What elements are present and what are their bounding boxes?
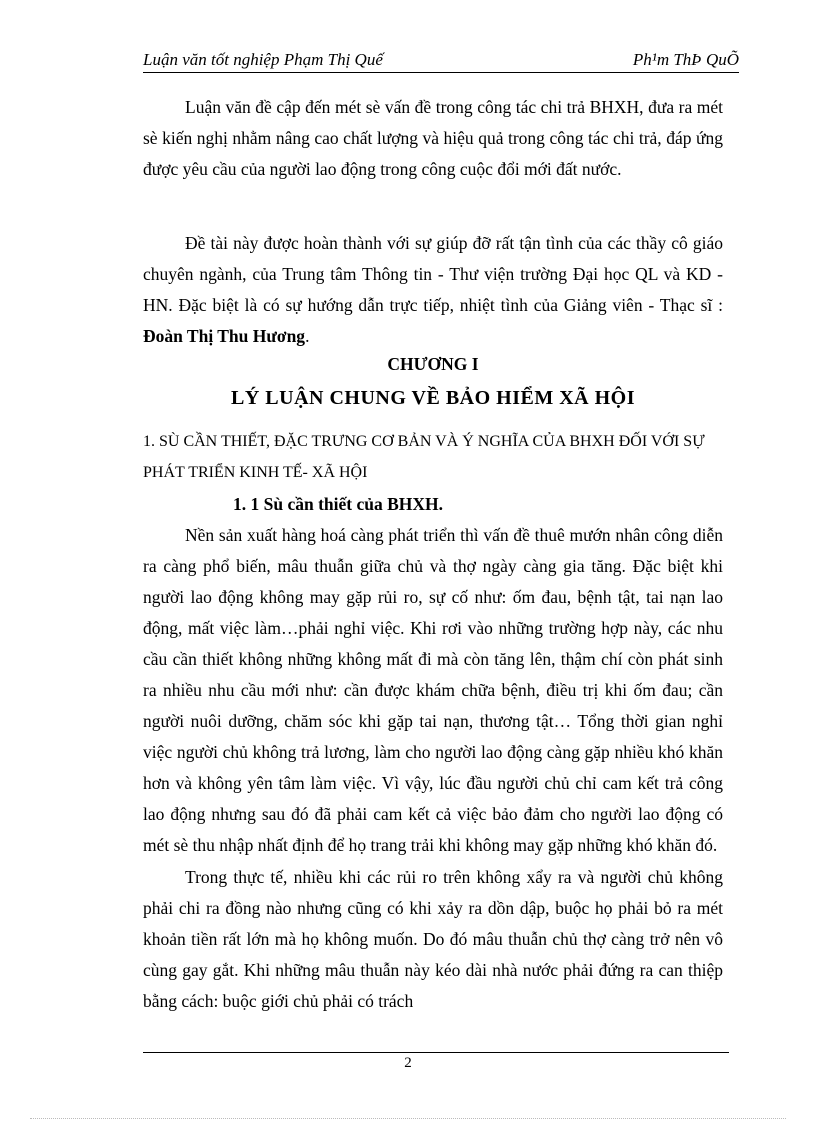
intro-paragraph-2-end: . xyxy=(305,326,310,346)
subsection-heading: 1. 1 Sù cần thiết của BHXH. xyxy=(233,494,444,514)
body-paragraph-1: Nền sản xuất hàng hoá càng phát triển thì vấn đề thuê mướn nhân công diễn ra càng phổ biến, mâu thuẫn giữa chủ và thợ ngày càng gia tăng. Đặc biệt khi người lao động không may gặp rủi ro, sự cố như: ốm đau, bệnh tật, tai nạn lao động, mất việc làm…phải nghỉ việc. Khi rơi vào những trường hợp này, các nhu cầu cần thiết không những không mất đi mà còn tăng lên, thậm chí còn phát sinh ra nhiều nhu cầu mới như: cần được khám chữa bệnh, điều trị khi ốm đau; cần người nuôi dưỡng, chăm sóc khi gặp tai nạn, thương tật… Tổng thời gian nghỉ việc người chủ không trả lương, làm cho người lao động càng gặp nhiều khó khăn hơn và không yên tâm làm việc. Vì vậy, lúc đầu người chủ chỉ cam kết trả công lao động nhưng sau đó đã phải cam kết cả việc bảo đảm cho người lao động có mét sè thu nhập nhất định để họ trang trải khi không may gặp những khó khăn đó. xyxy=(143,525,723,855)
page-number: 2 xyxy=(404,1055,412,1071)
intro-paragraph-1: Luận văn đề cập đến mét sè vấn đề trong công tác chi trả BHXH, đưa ra mét sè kiến nghị nhằm nâng cao chất lượng và hiệu quả trong công tác chi trả, đáp ứng được yêu cầu của người lao động trong công cuộc đổi mới đất nước. xyxy=(143,97,723,179)
intro-paragraph-2 xyxy=(143,228,723,352)
page-bottom-border xyxy=(30,1118,786,1119)
header-left-text: Luận văn tốt nghiệp Phạm Thị Quế xyxy=(143,50,383,69)
chapter-label: CHƯƠNG I xyxy=(387,354,479,374)
section-heading: 1. SÙ CẦN THIẾT, ĐẶC TRƯNG CƠ BẢN VÀ Ý NGHĨA CỦA BHXH ĐỐI VỚI SỰ PHÁT TRIỂN KINH TẾ- XÃ HỘI xyxy=(143,433,705,481)
footer-divider xyxy=(143,1052,729,1053)
intro-paragraph-2-text: Đề tài này được hoàn thành với sự giúp đỡ rất tận tình của các thầy cô giáo chuyên ngành, của Trung tâm Thông tin - Thư viện trường Đại học QL và KD - HN. Đặc biệt là có sự hướng dẫn trực tiếp, nhiệt tình của Giảng viên - Thạc sĩ : xyxy=(143,233,723,315)
chapter-title: LÝ LUẬN CHUNG VỀ BẢO HIỂM XÃ HỘI xyxy=(231,387,635,409)
advisor-name: Đoàn Thị Thu Hương xyxy=(143,326,306,346)
header-right-text: Ph¹m ThÞ QuÕ xyxy=(632,50,739,69)
page-header xyxy=(143,48,739,73)
body-paragraph-2: Trong thực tế, nhiều khi các rủi ro trên không xẩy ra và người chủ không phải chi ra đồng nào nhưng cũng có khi xảy ra dồn dập, buộc họ phải bỏ ra mét khoản tiền rất lớn mà họ không muốn. Do đó mâu thuẫn chủ thợ càng trở nên vô cùng gay gắt. Khi những mâu thuẫn này kéo dài nhà nước phải đứng ra can thiệp bằng cách: buộc giới chủ phải có trách xyxy=(143,867,723,1011)
